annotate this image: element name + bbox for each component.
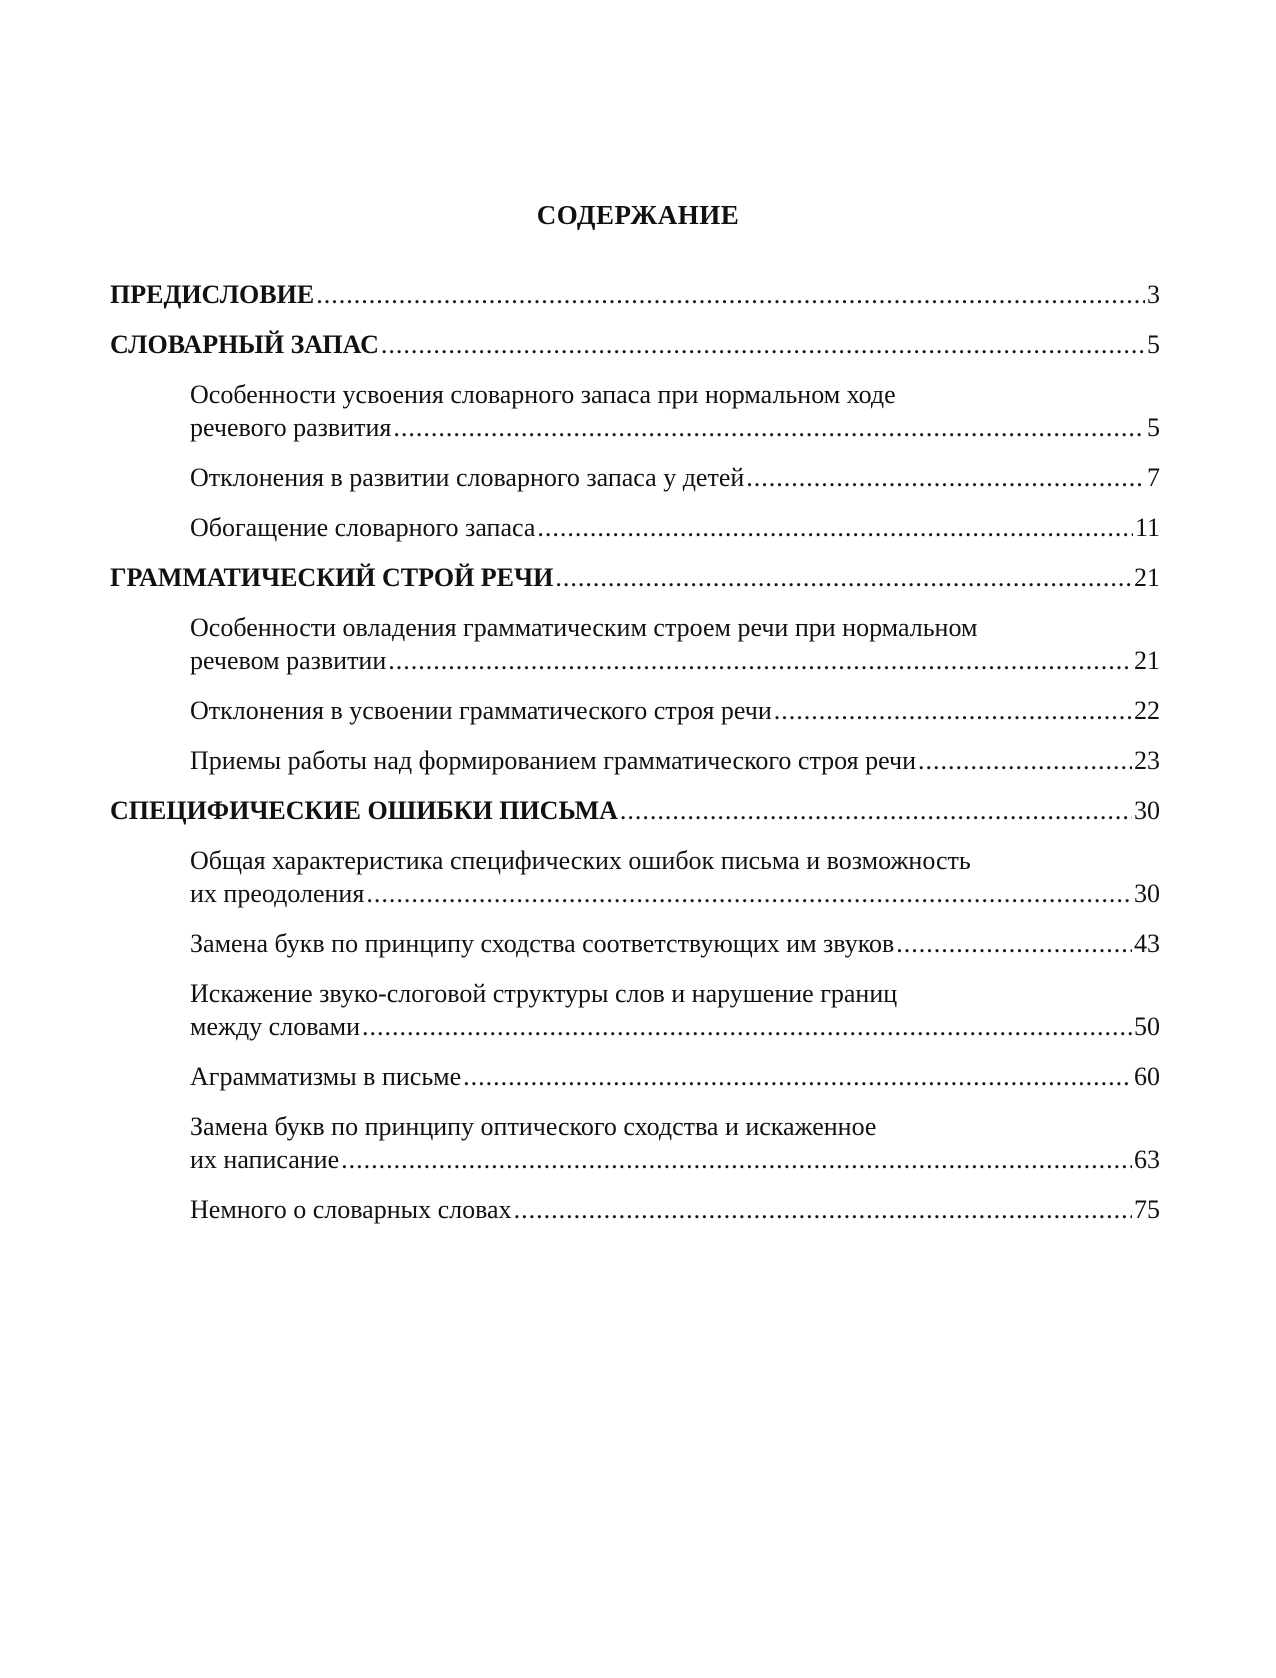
toc-entry-line [190,744,1160,777]
toc-entry-title: их написание [190,1145,340,1174]
page-title: СОДЕРЖАНИЕ [536,200,740,230]
toc-section-entry [110,328,1160,361]
dot-leader [463,1060,1132,1093]
toc-entry-title: СЛОВАРНЫЙ ЗАПАС [110,330,379,359]
dot-leader [393,411,1145,444]
toc-section-entry [110,794,1160,827]
toc-subsection-entry [190,461,1160,494]
toc-entry-title-line: Замена букв по принципу оптического сходства и искаженное [190,1112,877,1141]
toc-entry-title: Немного о словарных словах [190,1195,512,1224]
toc-entry-line [190,644,1160,677]
toc-page-number: 43 [1134,929,1160,958]
toc-subsection-entry [190,1060,1160,1093]
toc-page-number: 63 [1134,1145,1160,1174]
toc-page-number: 30 [1134,796,1160,825]
toc-entry-title: Приемы работы над формированием грамматического строя речи [190,746,916,775]
toc-entry-title: Отклонения в усвоении грамматического строя речи [190,696,772,725]
toc-entry-title: ГРАММАТИЧЕСКИЙ СТРОЙ РЕЧИ [110,563,554,592]
toc-page-number: 75 [1134,1195,1160,1224]
dot-leader [316,278,1145,311]
toc-entry-line [110,794,1160,827]
toc-subsection-entry [190,1110,1160,1176]
toc-entry-title: Аграмматизмы в письме [190,1062,462,1091]
dot-leader [918,744,1132,777]
toc-entry-title: речевого развития [190,413,392,442]
toc-entry-title-line: Особенности овладения грамматическим строем речи при нормальном [190,613,978,642]
dot-leader [620,794,1132,827]
dot-leader [388,644,1132,677]
dot-leader [362,1010,1132,1043]
toc-entry-line [190,461,1160,494]
toc-subsection-entry [190,1193,1160,1226]
table-of-contents [110,278,1160,1243]
dot-leader [774,694,1132,727]
toc-entry-title: СПЕЦИФИЧЕСКИЕ ОШИБКИ ПИСЬМА [110,796,618,825]
toc-entry-title-line: Особенности усвоения словарного запаса при нормальном ходе [190,380,896,409]
toc-entry-title: между словами [190,1012,361,1041]
toc-page-number: 21 [1134,563,1160,592]
dot-leader [896,927,1132,960]
toc-subsection-entry [190,511,1160,544]
toc-entry-line [190,694,1160,727]
toc-entry-title: их преодоления [190,879,365,908]
toc-entry-line [190,411,1160,444]
toc-entry-line [110,561,1160,594]
dot-leader [746,461,1145,494]
dot-leader [366,877,1132,910]
toc-entry-line [110,278,1160,311]
dot-leader [555,561,1132,594]
dot-leader [537,511,1133,544]
toc-page-number: 60 [1134,1062,1160,1091]
dot-leader [341,1143,1132,1176]
toc-page-number: 30 [1134,879,1160,908]
toc-page-number: 3 [1147,280,1160,309]
toc-entry-title-line: Общая характеристика специфических ошибок письма и возможность [190,846,971,875]
dot-leader [514,1193,1132,1226]
toc-subsection-entry [190,927,1160,960]
toc-page-number: 11 [1134,513,1160,542]
toc-section-entry [110,278,1160,311]
toc-subsection-entry [190,378,1160,444]
toc-page-number: 5 [1147,330,1160,359]
toc-page-number: 7 [1147,463,1160,492]
toc-entry-title: Замена букв по принципу сходства соответствующих им звуков [190,929,895,958]
toc-page-number: 21 [1134,646,1160,675]
toc-subsection-entry [190,844,1160,910]
toc-entry-line [190,1060,1160,1093]
toc-page-number: 50 [1134,1012,1160,1041]
toc-subsection-entry [190,611,1160,677]
toc-entry-title: ПРЕДИСЛОВИЕ [110,280,315,309]
toc-entry-line [190,1193,1160,1226]
toc-entry-title-line: Искажение звуко-слоговой структуры слов и нарушение границ [190,979,898,1008]
toc-section-entry [110,561,1160,594]
toc-entry-line [190,927,1160,960]
toc-subsection-entry [190,694,1160,727]
toc-subsection-entry [190,977,1160,1043]
toc-entry-title: Отклонения в развитии словарного запаса у детей [190,463,745,492]
toc-page-number: 5 [1147,413,1160,442]
toc-entry-line [190,511,1160,544]
toc-page-number: 22 [1134,696,1160,725]
dot-leader [381,328,1145,361]
toc-entry-title: Обогащение словарного запаса [190,513,536,542]
toc-entry-line [190,1143,1160,1176]
toc-entry-line [190,877,1160,910]
toc-entry-title: речевом развитии [190,646,387,675]
toc-page-number: 23 [1134,746,1160,775]
toc-entry-line [190,1010,1160,1043]
toc-entry-line [110,328,1160,361]
toc-subsection-entry [190,744,1160,777]
